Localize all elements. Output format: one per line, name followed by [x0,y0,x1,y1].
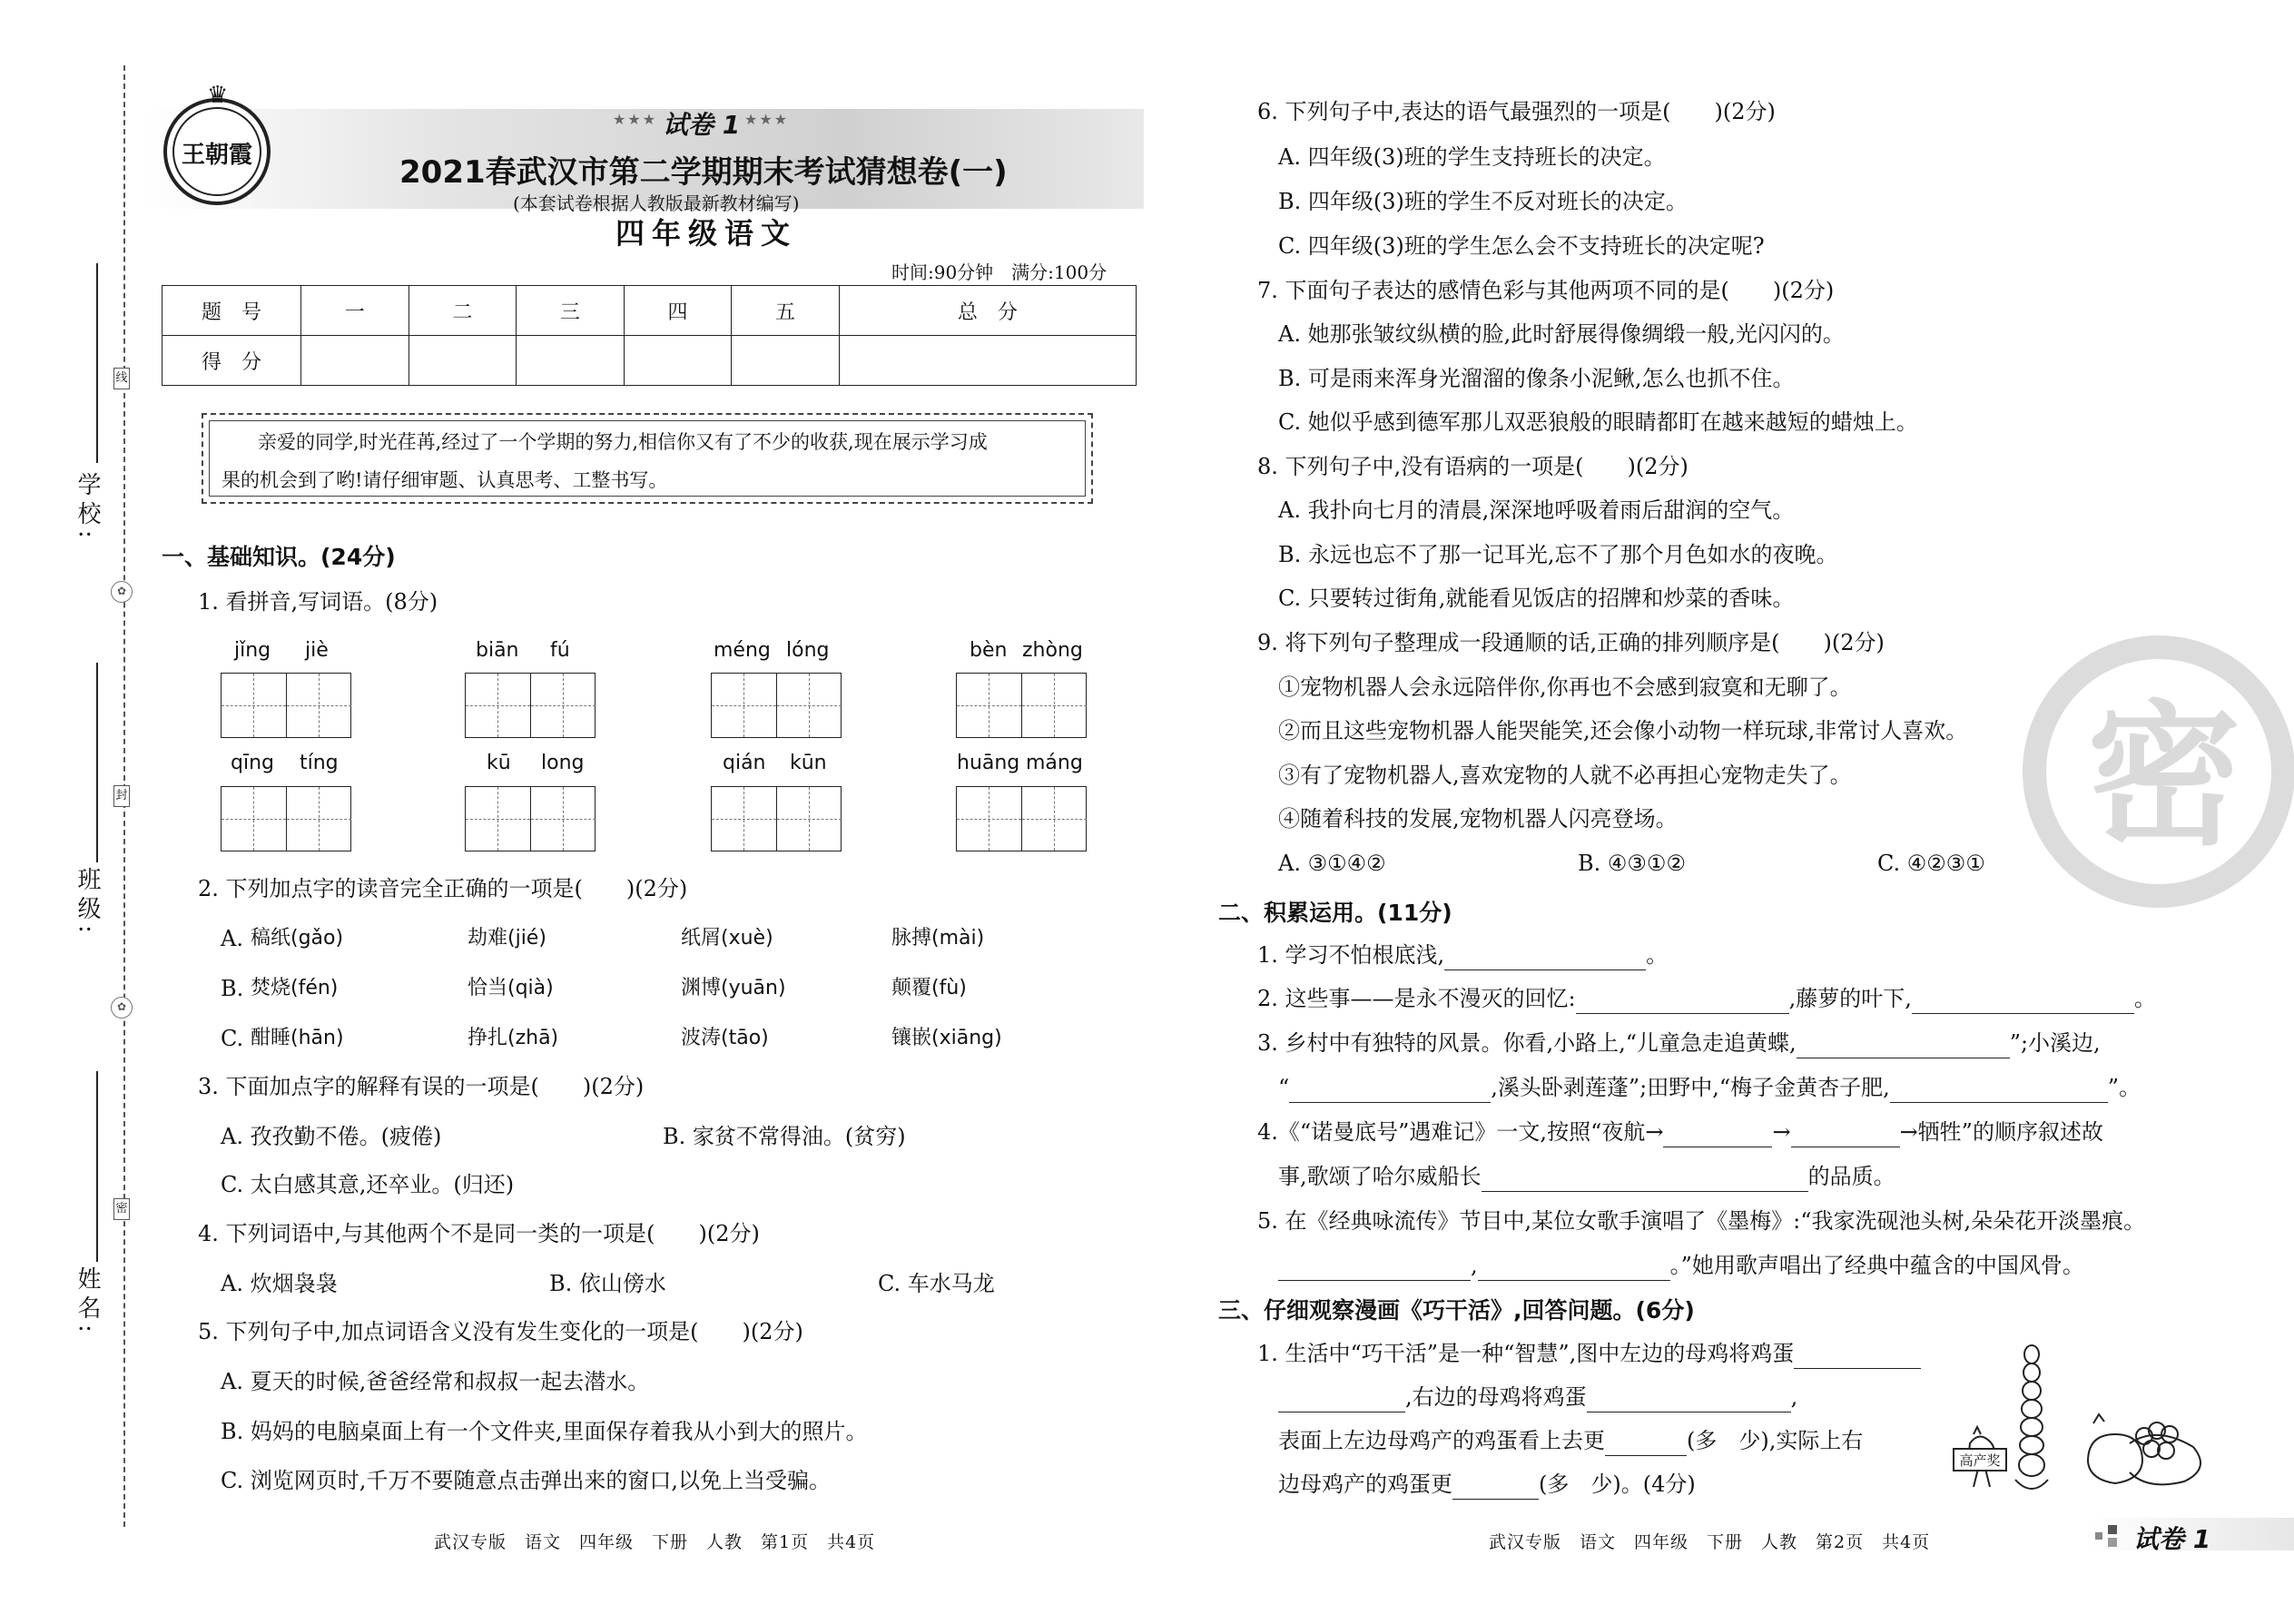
fill-text: “ [1278,1075,1290,1100]
option-item: 纸屑(xuè) [681,927,773,950]
fill-question: 1. 学习不怕根底浅, 。 [1257,940,1668,970]
fill-question [1278,1072,2141,1103]
star-icon: ★★★ [613,111,658,128]
answer-blank[interactable] [1444,946,1646,970]
answer-blank[interactable] [1663,1123,1772,1147]
answer-blank[interactable] [1478,1256,1670,1281]
square-icon [2108,1538,2117,1547]
answer-blank[interactable] [1576,989,1789,1014]
sentence: ②而且这些宠物机器人能哭能笑,还会像小动物一样玩球,非常讨人喜欢。 [1278,718,1968,743]
sentence: ③有了宠物机器人,喜欢宠物的人就不必再担心宠物走失了。 [1278,763,1852,788]
table-cell: 三 [517,286,625,336]
option-item: 波涛(tāo) [681,1027,769,1049]
time-info: 时间:90分钟 满分:100分 [891,261,1108,283]
table-cell: 二 [409,286,517,336]
table-row [162,286,1137,336]
pinyin: lóng [786,639,830,662]
pinyin: huāng [957,752,1020,774]
logo [163,82,271,205]
question-stem: 1. 看拼音,写词语。(8分) [198,589,438,615]
intro-box [202,413,1093,504]
cartoon-illustration [1952,1343,2224,1503]
option-c[interactable]: C. ④②③① [1877,851,1985,876]
fill-question [1257,1028,2101,1058]
paper-tag: 试卷 1 [2133,1524,2211,1554]
seal-watermark [2023,635,2294,908]
answer-blank[interactable] [1890,1078,2108,1103]
pinyin: jiè [305,639,329,662]
pinyin: máng [1026,752,1083,774]
fill-text: , [1471,1253,1478,1278]
table-cell: 四 [624,286,732,336]
option-item: 恰当(qià) [468,977,554,999]
option-a[interactable]: A. 炊烟袅袅 [221,1271,338,1296]
table-cell: 得 分 [162,336,301,386]
fill-question [1257,1117,2103,1147]
pinyin: qián [723,752,766,774]
fill-question: 2. 这些事——是永不漫灭的回忆: ,藤萝的叶下, 。 [1257,983,2156,1014]
fill-text: 1. 学习不怕根底浅, [1257,942,1445,968]
score-table [162,285,1137,386]
option-a[interactable]: A. 孜孜勤不倦。(疲倦) [221,1124,442,1149]
fill-text: (多 少),实际上右 [1687,1428,1864,1453]
option-item: 渊博(yuān) [681,977,786,999]
writing-grid[interactable] [711,786,842,851]
school-line[interactable] [96,263,98,463]
option-c[interactable]: C. 车水马龙 [878,1271,995,1296]
pinyin: bèn [970,639,1008,662]
question-stem: 5. 下列句子中,加点词语含义没有发生变化的一项是( )(2分) [198,1319,803,1344]
question-stem: 2. 下列加点字的读音完全正确的一项是( )(2分) [198,876,688,901]
table-cell: 总 分 [839,286,1136,336]
option-a[interactable]: A. 四年级(3)班的学生支持班长的决定。 [1278,144,1666,170]
fill-text: → [1772,1119,1791,1145]
swirl-icon: ✿ [111,997,133,1019]
writing-grid[interactable] [711,673,842,738]
option-b[interactable]: B. ④③①② [1578,851,1686,876]
fill-question [1278,1250,2084,1281]
section-title: 二、积累运用。(11分) [1218,900,1452,926]
table-cell: 题 号 [162,286,301,336]
pinyin: qīng [231,752,274,774]
option-item: 挣扎(zhā) [468,1027,559,1049]
fill-question [1278,1161,1895,1192]
option-label[interactable]: A. [221,926,243,951]
score-input[interactable] [732,336,840,386]
option-b[interactable]: B. 依山傍水 [549,1271,666,1296]
class-line[interactable] [96,663,98,862]
sentence: ①宠物机器人会永远陪伴你,你再也不会感到寂寞和无聊了。 [1278,674,1852,700]
fill-text: ,右边的母鸡将鸡蛋 [1405,1384,1587,1410]
option-item: 颠覆(fù) [891,977,967,999]
grade-subject: 四年级语文 [615,216,798,251]
option-b[interactable]: B. 家贫不常得油。(贫穷) [663,1124,906,1149]
fill-text: 的品质。 [1807,1164,1895,1189]
question-stem: 8. 下列句子中,没有语病的一项是( )(2分) [1257,454,1689,479]
intro-line: 果的机会到了哟!请仔细审题、认真思考、工整书写。 [222,469,668,491]
cartoon-sign: 高产奖 [1959,1452,2001,1469]
pinyin: long [541,752,585,774]
fill-text: 边母鸡产的鸡蛋更 [1278,1471,1452,1497]
option-item: 稿纸(gǎo) [251,927,344,950]
fill-text: 1. 生活中“巧干活”是一种“智慧”,图中左边的母鸡将鸡蛋 [1257,1341,1795,1366]
name-label: 姓名: [74,1266,101,1338]
option-c[interactable]: C. 太白感其意,还卒业。(归还) [221,1172,515,1197]
option-label[interactable]: C. [221,1026,244,1051]
fill-question [1257,1338,1921,1369]
fill-text: ,藤萝的叶下, [1788,986,1912,1011]
pinyin: méng [714,639,771,662]
table-cell: 五 [732,286,840,336]
question-stem: 9. 将下列句子整理成一段通顺的话,正确的排列顺序是( )(2分) [1257,630,1885,655]
answer-blank[interactable] [1912,989,2134,1014]
fill-text: 。”她用歌声唱出了经典中蕴含的中国风骨。 [1669,1253,2084,1278]
option-a[interactable]: A. 她那张皱纹纵横的脸,此时舒展得像绸缎一般,光闪闪的。 [1278,321,1845,347]
class-label: 班级: [74,867,101,939]
option-b[interactable]: B. 妈妈的电脑桌面上有一个文件夹,里面保存着我从小到大的照片。 [221,1419,868,1444]
answer-blank[interactable] [1289,1078,1491,1103]
option-c[interactable]: C. 四年级(3)班的学生怎么会不支持班长的决定呢? [1278,233,1765,259]
answer-blank[interactable] [1482,1167,1808,1192]
square-icon [2095,1532,2102,1540]
option-c[interactable]: C. 只要转过街角,就能看见饭店的招牌和炒菜的香味。 [1278,586,1795,611]
score-input[interactable] [409,336,517,386]
option-a[interactable]: A. 夏天的时候,爸爸经常和叔叔一起去潜水。 [221,1369,650,1394]
fill-text: ”。 [2107,1075,2141,1100]
school-label: 学校: [74,472,101,544]
fill-text: 4.《“诺曼底号”遇难记》一文,按照“夜航→ [1257,1119,1664,1145]
fill-text: →牺牲”的顺序叙述故 [1899,1119,2103,1145]
question-stem: 6. 下列句子中,表达的语气最强烈的一项是( )(2分) [1257,99,1776,124]
swirl-icon: ✿ [111,581,133,603]
fill-question: 5. 在《经典咏流传》节目中,某位女歌手演唱了《墨梅》:“我家洗砚池头树,朵朵花开淡墨痕。 [1257,1208,2146,1234]
fill-text: (多 少)。(4分) [1539,1471,1696,1497]
option-a[interactable]: A. 我扑向七月的清晨,深深地呼吸着雨后甜润的空气。 [1278,497,1795,523]
fill-question [1278,1425,1863,1456]
page-footer: 武汉专版 语文 四年级 下册 人教 第1页 共4页 [434,1532,876,1552]
score-input[interactable] [624,336,732,386]
option-c[interactable]: C. 浏览网页时,千万不要随意点击弹出来的窗口,以免上当受骗。 [221,1468,832,1493]
option-b[interactable]: B. 可是雨来浑身光溜溜的像条小泥鳅,怎么也抓不住。 [1278,366,1795,391]
pinyin: jǐng [234,639,271,662]
answer-blank[interactable] [1278,1388,1405,1412]
page-footer: 武汉专版 语文 四年级 下册 人教 第2页 共4页 [1489,1532,1931,1552]
option-b[interactable]: B. 四年级(3)班的学生不反对班长的决定。 [1278,189,1688,214]
option-item: 脉搏(mài) [891,927,985,950]
watermark-text: 密 [2086,687,2241,867]
mark-line: 线 [113,368,130,389]
option-b[interactable]: B. 永远也忘不了那一记耳光,忘不了那个月色如水的夜晚。 [1278,542,1838,567]
option-item: 镶嵌(xiāng) [891,1027,1002,1049]
page-title: 2021春武汉市第二学期期末考试猜想卷(一) [399,154,1008,191]
paper-badge: 试卷 1 [663,110,741,140]
answer-blank[interactable] [1278,1256,1471,1281]
answer-blank[interactable] [1605,1432,1687,1456]
fill-text: 3. 乡村中有独特的风景。你看,小路上,“儿童急走追黄蝶, [1257,1030,1797,1056]
sentence: ④随着科技的发展,宠物机器人闪亮登场。 [1278,806,1678,832]
page-subtitle: (本套试卷根据人教版最新教材编写) [513,192,800,214]
option-item: 劫难(jié) [468,927,546,950]
pinyin: kūn [790,752,827,774]
answer-blank[interactable] [1791,1123,1900,1147]
writing-grid[interactable] [221,673,351,738]
fill-text: 表面上左边母鸡产的鸡蛋看上去更 [1278,1428,1605,1453]
option-item: 焚烧(fén) [251,977,339,999]
score-input[interactable] [517,336,625,386]
fill-question [1278,1469,1696,1500]
writing-grid[interactable] [465,786,596,851]
star-icon: ★★★ [744,111,790,128]
score-input[interactable] [839,336,1136,386]
writing-grid[interactable] [956,673,1087,738]
intro-line: 亲爱的同学,时光荏苒,经过了一个学期的努力,相信你又有了不少的收获,现在展示学习成 [258,431,988,453]
fill-question: ,右边的母鸡将鸡蛋 , [1278,1382,1797,1412]
answer-blank[interactable] [1587,1388,1791,1412]
pinyin: fú [550,639,570,662]
option-item: 酣睡(hān) [251,1027,344,1049]
question-stem: 7. 下面句子表达的感情色彩与其他两项不同的是( )(2分) [1257,278,1835,303]
logo-text: 王朝霞 [181,142,252,169]
pinyin: kū [487,752,511,774]
question-stem: 4. 下列词语中,与其他两个不是同一类的一项是( )(2分) [198,1221,760,1246]
pinyin: tíng [300,752,339,774]
name-line[interactable] [96,1071,98,1262]
fill-text: ,溪头卧剥莲蓬”;田野中,“梅子金黄杏子肥, [1491,1075,1890,1100]
table-cell: 一 [301,286,409,336]
writing-grid[interactable] [956,786,1087,851]
option-a[interactable]: A. ③①④② [1278,851,1386,876]
pinyin: biān [476,639,519,662]
section-title: 三、仔细观察漫画《巧干活》,回答问题。(6分) [1218,1297,1695,1324]
question-stem: 3. 下面加点字的解释有误的一项是( )(2分) [198,1074,645,1099]
answer-blank[interactable] [1452,1475,1539,1500]
mark-close: 密 [113,1198,130,1220]
table-row [162,336,1137,386]
option-c[interactable]: C. 她似乎感到德军那儿双恶狼般的眼睛都盯在越来越短的蜡烛上。 [1278,409,1918,435]
writing-grid[interactable] [221,786,351,851]
score-input[interactable] [301,336,409,386]
section-title: 一、基础知识。(24分) [162,544,396,570]
fill-text: 事,歌颂了哈尔威船长 [1278,1164,1482,1189]
square-icon [2108,1525,2117,1534]
option-label[interactable]: B. [221,976,244,1001]
mark-seal: 封 [113,785,130,807]
answer-blank[interactable] [1794,1344,1921,1369]
answer-blank[interactable] [1797,1034,2010,1058]
writing-grid[interactable] [465,673,596,738]
fill-text: ”;小溪边, [2009,1030,2101,1056]
pinyin: zhòng [1022,639,1083,662]
crown-icon: ♛ [207,82,229,109]
fill-text: 2. 这些事——是永不漫灭的回忆: [1257,986,1576,1011]
